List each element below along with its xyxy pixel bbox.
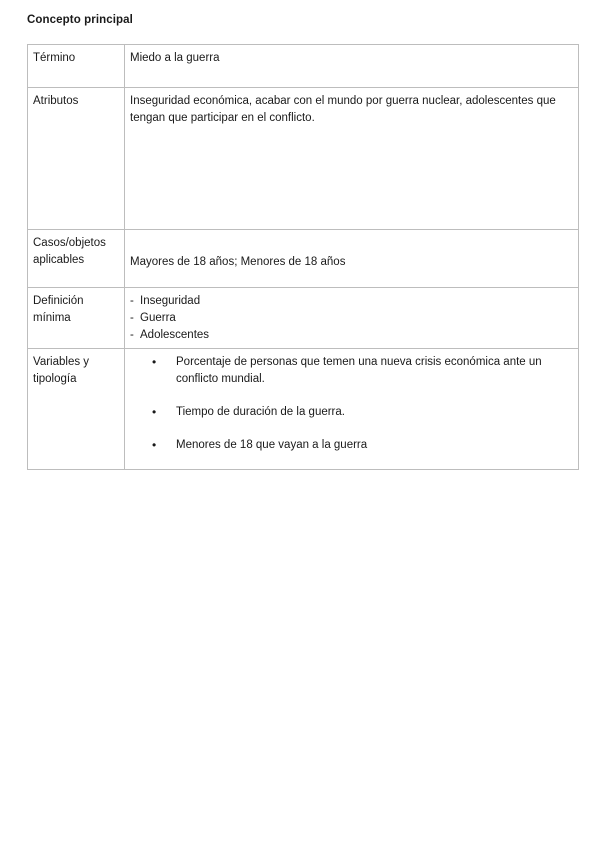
bullet-icon: •	[152, 355, 157, 369]
termino-value: Miedo a la guerra	[125, 45, 579, 88]
atributos-label: Atributos	[28, 88, 125, 230]
table-row-definicion	[28, 288, 579, 349]
definicion-value-cell	[125, 288, 579, 349]
list-item	[130, 404, 573, 421]
list-item	[130, 327, 573, 344]
atributos-value: Inseguridad económica, acabar con el mundo por guerra nuclear, adolescentes que tengan que participar en el conflicto.	[125, 88, 579, 230]
definicion-label: Definición mínima	[28, 288, 125, 349]
table-row-casos	[28, 230, 579, 288]
table-row-termino	[28, 45, 579, 88]
concept-table	[27, 44, 579, 470]
dash-marker: -	[130, 312, 134, 324]
list-item	[130, 310, 573, 327]
list-item-text: Guerra	[140, 312, 176, 324]
variables-label: Variables y tipología	[28, 349, 125, 470]
dash-marker: -	[130, 329, 134, 341]
table-row-atributos	[28, 88, 579, 230]
bullet-icon: •	[152, 438, 157, 452]
casos-value: Mayores de 18 años; Menores de 18 años	[130, 256, 346, 268]
termino-label: Término	[28, 45, 125, 88]
list-item-text: Tiempo de duración de la guerra.	[176, 406, 345, 418]
variables-value-cell	[125, 349, 579, 470]
page-title: Concepto principal	[27, 14, 133, 26]
bullet-icon: •	[152, 405, 157, 419]
list-item-text: Porcentaje de personas que temen una nueva crisis económica ante un conflicto mundial.	[176, 356, 542, 385]
list-item-text: Menores de 18 que vayan a la guerra	[176, 439, 368, 451]
variables-list	[130, 354, 573, 454]
table-row-variables	[28, 349, 579, 470]
list-item	[130, 293, 573, 310]
list-item-text: Inseguridad	[140, 295, 201, 307]
list-item	[130, 437, 573, 454]
casos-label: Casos/objetos aplicables	[28, 230, 125, 288]
list-item-text: Adolescentes	[140, 329, 210, 341]
list-item	[130, 354, 573, 388]
dash-marker: -	[130, 295, 134, 307]
casos-value-cell	[125, 230, 579, 288]
definicion-list	[130, 293, 573, 344]
